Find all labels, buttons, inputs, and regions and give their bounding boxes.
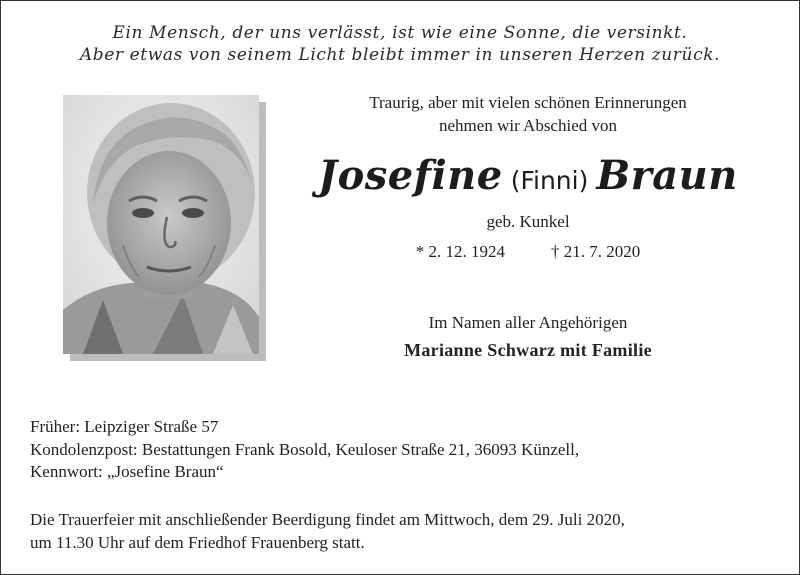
death-date: † 21. 7. 2020 [551,242,641,261]
intro-text [298,91,758,137]
portrait-illustration [63,95,259,354]
last-name: Braun [596,152,738,199]
family-names: Marianne Schwarz mit Familie [404,340,652,360]
family-intro: Im Namen aller Angehörigen [428,313,628,332]
birth-name: geb. Kunkel [486,212,570,231]
former-address: Früher: Leipziger Straße 57 [30,417,219,436]
nickname: (Finni) [510,166,589,195]
birth-date: * 2. 12. 1924 [415,242,505,261]
portrait-photo [63,95,259,354]
condolence-keyword: Kennwort: „Josefine Braun“ [30,462,224,481]
ceremony-line-2: um 11.30 Uhr auf dem Friedhof Frauenberg statt. [30,532,365,552]
intro-line-1: Traurig, aber mit vielen schönen Erinnerungen [369,93,687,112]
first-name: Josefine [318,152,503,199]
ceremony-block [30,509,625,554]
life-dates [298,242,758,262]
intro-line-2: nehmen wir Abschied von [439,116,617,135]
quote-line-2: Aber etwas von seinem Licht bleibt immer in unseren Herzen zurück. [79,45,721,65]
condolence-address: Kondolenzpost: Bestattungen Frank Bosold, Keuloser Straße 21, 36093 Künzell, [30,439,580,459]
quote-line-1: Ein Mensch, der uns verlässt, ist wie eine Sonne, die versinkt. [112,23,688,43]
deceased-name [298,150,758,207]
address-block [30,416,579,484]
ceremony-line-1: Die Trauerfeier mit anschließender Beerdigung findet am Mittwoch, dem 29. Juli 2020, [30,510,625,529]
